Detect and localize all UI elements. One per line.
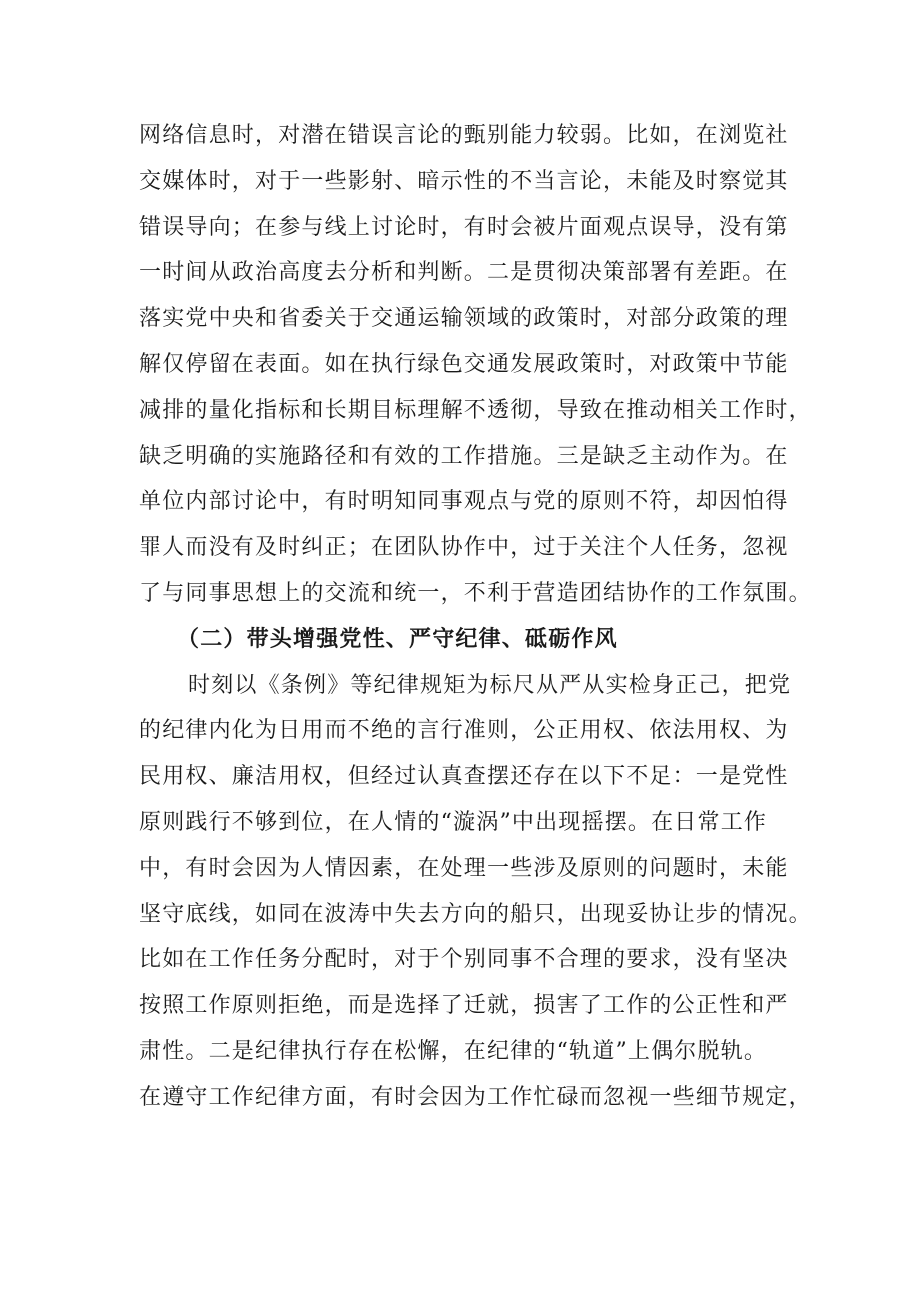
text-line: 的纪律内化为日用而不绝的言行准则，公正用权、依法用权、为: [139, 718, 789, 744]
section-heading: （二）带头增强党性、严守纪律、砥砺作风: [177, 626, 618, 652]
text-line: 缺乏明确的实施路径和有效的工作措施。三是缺乏主动作为。在: [139, 443, 789, 469]
text-line: 原则践行不够到位，在人情的“漩涡”中出现摇摆。在日常工作: [139, 809, 768, 835]
text-line: 一时间从政治高度去分析和判断。二是贯彻决策部署有差距。在: [139, 260, 789, 286]
text-line: 中，有时会因为人情因素，在处理一些涉及原则的问题时，未能: [139, 855, 789, 881]
document-body: [139, 113, 812, 1121]
text-line: 坚守底线，如同在波涛中失去方向的船只，出现妥协让步的情况。: [139, 901, 812, 927]
text-line: 民用权、廉洁用权，但经过认真查摆还存在以下不足：一是党性: [139, 764, 789, 790]
text-line: 时刻以《条例》等纪律规矩为标尺从严从实检身正己，把党: [188, 672, 792, 698]
text-line: 罪人而没有及时纠正；在团队协作中，过于关注个人任务，忽视: [139, 535, 789, 561]
text-line: 错误导向；在参与线上讨论时，有时会被片面观点误导，没有第: [139, 214, 789, 240]
text-line: 在遵守工作纪律方面，有时会因为工作忙碌而忽视一些细节规定，: [139, 1084, 812, 1110]
text-line: 解仅停留在表面。如在执行绿色交通发展政策时，对政策中节能: [139, 351, 789, 377]
text-line: 落实党中央和省委关于交通运输领域的政策时，对部分政策的理: [139, 306, 789, 332]
text-line: 减排的量化指标和长期目标理解不透彻，导致在推动相关工作时，: [139, 397, 812, 423]
text-line: 按照工作原则拒绝，而是选择了迁就，损害了工作的公正性和严: [139, 993, 789, 1019]
text-line: 了与同事思想上的交流和统一，不利于营造团结协作的工作氛围。: [139, 580, 812, 606]
text-line: 交媒体时，对于一些影射、暗示性的不当言论，未能及时察觉其: [139, 168, 789, 194]
text-line: 肃性。二是纪律执行存在松懈，在纪律的“轨道”上偶尔脱轨。: [139, 1038, 768, 1064]
text-line: 网络信息时，对潜在错误言论的甄别能力较弱。比如，在浏览社: [139, 123, 789, 148]
text-line: 单位内部讨论中，有时明知同事观点与党的原则不符，却因怕得: [139, 489, 789, 515]
text-line: 比如在工作任务分配时，对于个别同事不合理的要求，没有坚决: [139, 947, 789, 973]
